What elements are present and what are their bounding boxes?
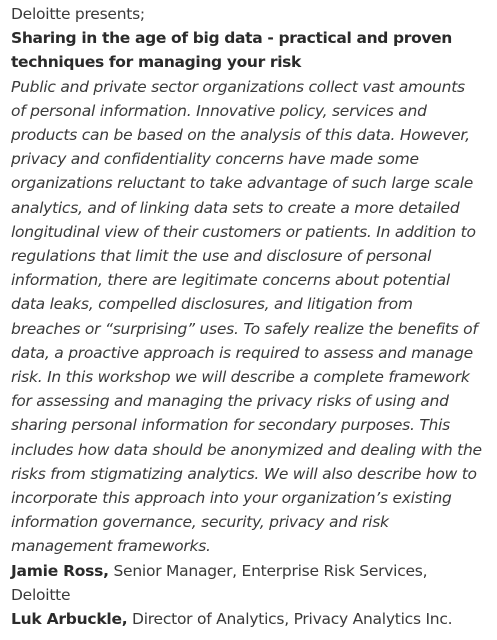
description-line: organizations reluctant to take advantage of such large scale bbox=[11, 174, 474, 193]
description-line: data, a proactive approach is required to assess and manage bbox=[11, 343, 473, 362]
speaker-role-continued: Deloitte bbox=[11, 585, 71, 604]
intro-text: Deloitte presents; bbox=[11, 5, 145, 23]
description-line: management frameworks. bbox=[11, 537, 211, 556]
speaker-entry bbox=[11, 559, 487, 583]
workshop-description bbox=[11, 75, 487, 559]
description-line: information, there are legitimate concerns about potential bbox=[11, 271, 450, 290]
description-line: sharing personal information for secondary purposes. This bbox=[11, 416, 450, 435]
description-line: Public and private sector organizations collect vast amounts bbox=[11, 77, 465, 96]
description-line: information governance, security, privacy and risk bbox=[11, 513, 389, 532]
title-line: Sharing in the age of big data - practical and proven bbox=[11, 29, 452, 48]
article bbox=[0, 2, 497, 640]
speaker-name: Luk Arbuckle, bbox=[11, 610, 128, 629]
speaker-list bbox=[11, 559, 487, 632]
description-line: products can be based on the analysis of this data. However, bbox=[11, 126, 470, 145]
description-line: analytics, and of linking data sets to create a more detailed bbox=[11, 198, 460, 217]
description-line: for assessing and managing the privacy risks of using and bbox=[11, 392, 449, 411]
description-line: breaches or “surprising” uses. To safely realize the benefits of bbox=[11, 319, 478, 338]
speaker-name: Jamie Ross, bbox=[11, 561, 109, 580]
speaker-entry bbox=[11, 607, 487, 631]
title-line: techniques for managing your risk bbox=[11, 53, 301, 72]
description-line: risk. In this workshop we will describe a complete framework bbox=[11, 368, 470, 387]
description-line: includes how data should be anonymized and dealing with the bbox=[11, 440, 482, 459]
description-line: longitudinal view of their customers or patients. In addition to bbox=[11, 222, 476, 241]
workshop-title bbox=[11, 26, 487, 74]
description-line: incorporate this approach into your organization’s existing bbox=[11, 489, 452, 508]
speaker-role: Senior Manager, Enterprise Risk Services, bbox=[108, 561, 428, 580]
description-line: risks from stigmatizing analytics. We will also describe how to bbox=[11, 464, 477, 483]
description-line: data leaks, compelled disclosures, and litigation from bbox=[11, 295, 413, 314]
description-line: regulations that limit the use and disclosure of personal bbox=[11, 247, 432, 266]
description-line: of personal information. Innovative policy, services and bbox=[11, 101, 427, 120]
speaker-role: Director of Analytics, Privacy Analytics Inc. bbox=[127, 610, 453, 629]
description-line: privacy and confidentiality concerns have made some bbox=[11, 150, 419, 169]
